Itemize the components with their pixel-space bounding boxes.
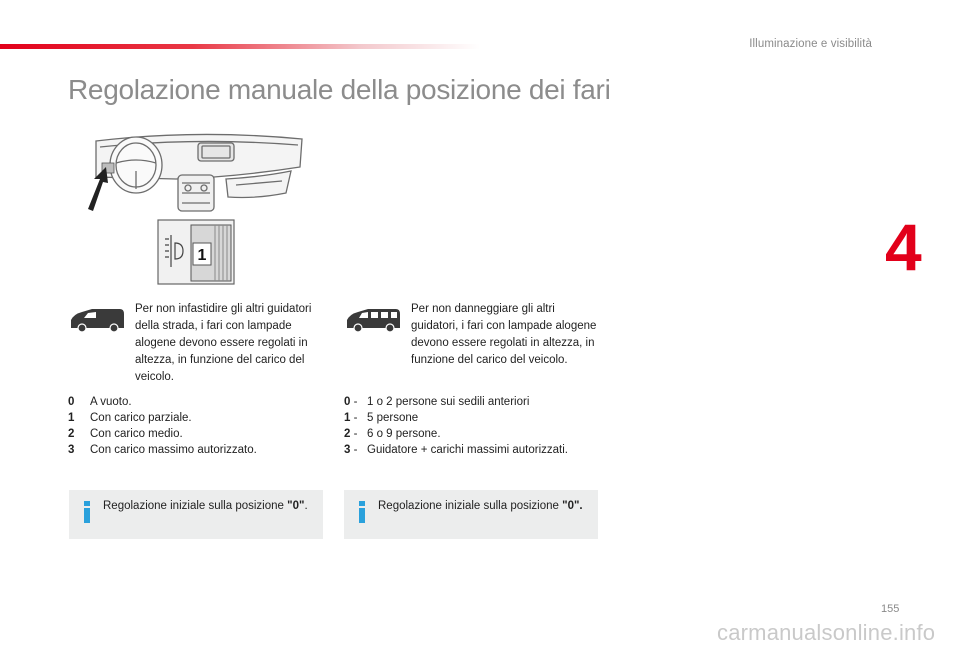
list-item: 0 A vuoto. <box>68 396 132 408</box>
van-passenger-icon <box>344 306 402 334</box>
info-box-right <box>344 490 598 539</box>
right-load-positions <box>344 394 568 458</box>
right-intro-text: Per non danneggiare gli altri guidatori, i fari con lampade alogene devono essere regolati in altezza, in funzione del carico del veicolo. <box>411 303 597 366</box>
left-load-positions <box>68 394 257 458</box>
info-icon <box>356 501 368 523</box>
left-intro-text: Per non infastidire gli altri guidatori della strada, i fari con lampade alogene devono essere regolati in altezza, in funzione del carico del veicolo. <box>135 303 312 383</box>
list-item: 0 - 1 o 2 persone sui sedili anteriori <box>344 396 530 408</box>
dashboard-illustration <box>86 127 306 217</box>
headlamp-adjuster-illustration <box>157 219 235 285</box>
list-item: 3 - Guidatore + carichi massimi autorizzati. <box>344 444 569 456</box>
list-item: 2 Con carico medio. <box>68 428 183 440</box>
info-box-left <box>69 490 323 539</box>
section-title: Illuminazione e visibilità <box>749 38 872 50</box>
knob-position-label: 1 <box>197 247 207 264</box>
van-short-icon <box>68 306 126 334</box>
page-number: 155 <box>881 603 900 615</box>
info-text: Regolazione iniziale sulla posizione "0". <box>103 500 308 512</box>
list-item: 1 - 5 persone <box>344 412 419 424</box>
list-item: 1 Con carico parziale. <box>68 412 192 424</box>
header-accent-bar <box>0 44 480 49</box>
info-icon <box>81 501 93 523</box>
info-text: Regolazione iniziale sulla posizione "0". <box>378 500 583 512</box>
chapter-number: 4 <box>885 210 922 284</box>
list-item: 3 Con carico massimo autorizzato. <box>68 444 257 456</box>
list-item: 2 - 6 o 9 persone. <box>344 428 441 440</box>
page-title: Regolazione manuale della posizione dei fari <box>68 74 611 105</box>
watermark-link[interactable]: carmanualsonline.info <box>717 620 936 645</box>
